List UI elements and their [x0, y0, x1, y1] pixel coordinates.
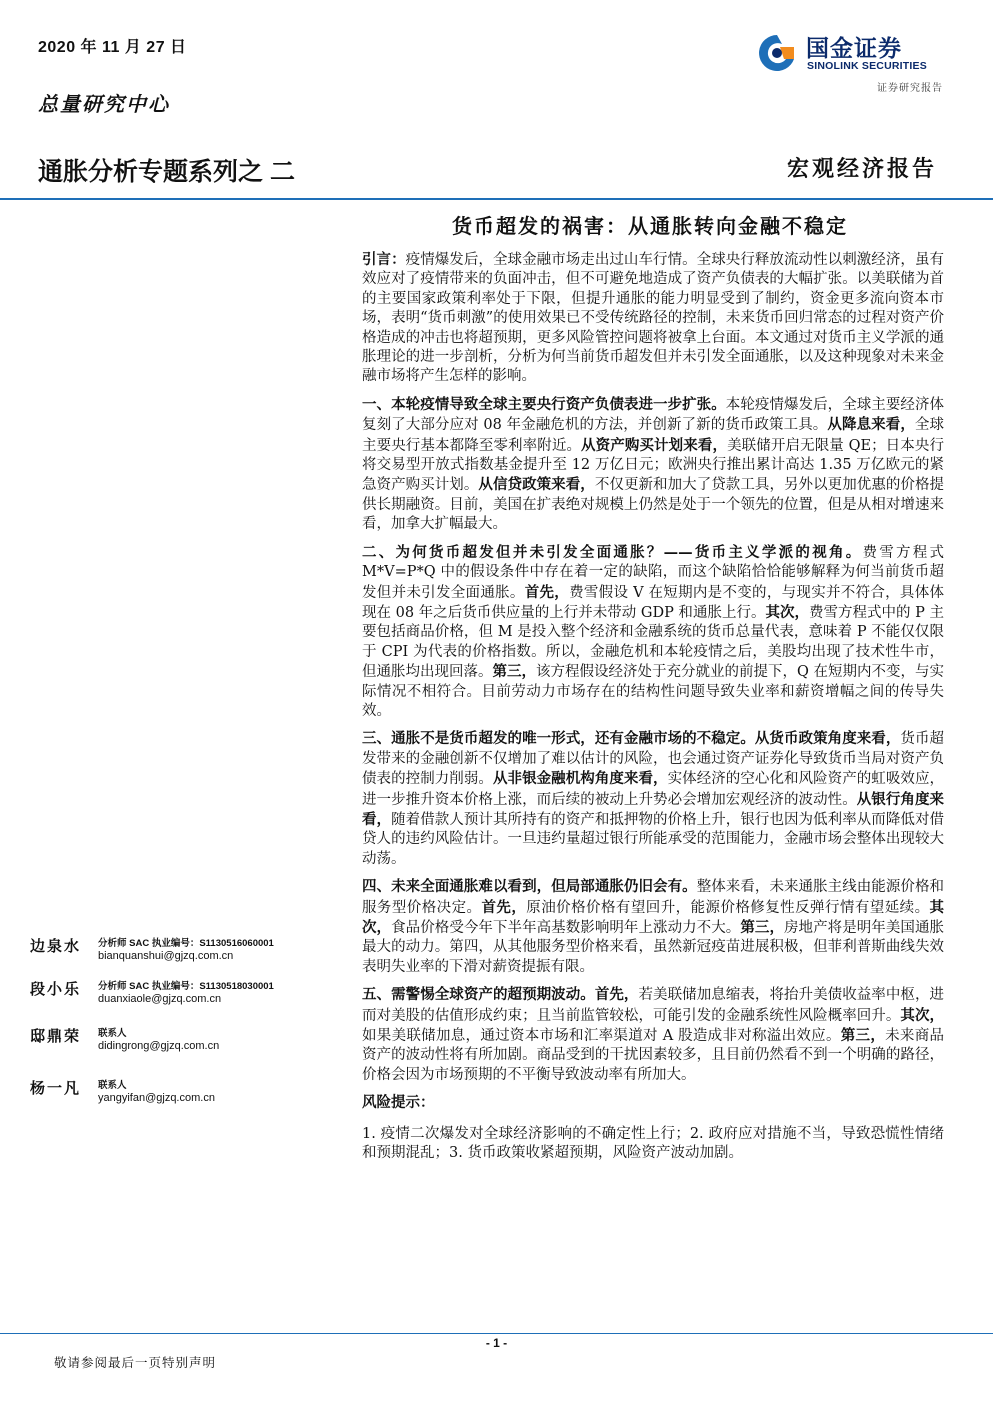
section-5 [362, 985, 944, 1085]
author-email[interactable]: duanxiaole@gjzq.com.cn [98, 993, 222, 1005]
section-3-text: 货币超发带来的金融创新不仅增加了难以估计的风险，也会通过资产证券化导致货币当局对资产负债表的控制力削弱。 [362, 731, 945, 788]
section-4-text: 食品价格受今年下半年高基数影响明年上涨动力不大。 [391, 920, 741, 936]
section-1-bold: 从信贷政策来看， [478, 476, 595, 494]
section-4-heading: 四、未来全面通胀难以看到，但局部通胀仍旧会有。 [362, 878, 697, 896]
section-2-text: 费雪方程式 M*V=P*Q 中的假设条件中存在着一定的缺陷，而这个缺陷恰恰能够解释为何当前货币超发但并未引发全面通胀。 [362, 544, 944, 601]
author-name: 杨一凡 [30, 1079, 82, 1097]
section-1-text: 不仅更新和加大了贷款工具，另外以更加优惠的价格提供长期融资。目前，美国在扩表绝对规模上仍然是处于一个领先的位置，但是从相对增速来看，加拿大扩幅最大。 [362, 477, 945, 533]
section-3-heading: 三、通胀不是货币超发的唯一形式，还有金融市场的不稳定。从货币政策角度来看， [362, 730, 901, 748]
section-1-heading: 一、本轮疫情导致全球主要央行资产负债表进一步扩张。 [362, 395, 726, 413]
author-email[interactable]: yangyifan@gjzq.com.cn [98, 1092, 215, 1104]
series-title: 通胀分析专题系列之 二 [38, 158, 295, 186]
section-3-text: 随着借款人预计其所持有的资产和抵押物的价格上升，银行也因为低利率从而降低对借贷人的违约风险估计。一旦违约量超过银行所能承受的范围能力，金融市场会整体出现较大动荡。 [362, 811, 945, 867]
section-5-heading: 五、需警惕全球资产的超预期波动。首先， [362, 986, 639, 1004]
section-2-bold: 首先， [524, 583, 570, 601]
section-2-heading: 二、为何货币超发但并未引发全面通胀？——货币主义学派的视角。 [362, 543, 863, 561]
section-1-bold: 从资产购买计划来看， [581, 436, 728, 454]
section-5-bold: 第三， [840, 1027, 886, 1045]
report-type: 宏观经济报告 [786, 156, 937, 182]
section-4-text: 整体来看，未来通胀主线由能源价格和服务型价格决定。 [362, 879, 945, 916]
logo-subtitle: 证券研究报告 [877, 83, 943, 94]
section-4-bold: 其次， [362, 898, 945, 936]
intro-text: 疫情爆发后，全球金融市场走出过山车行情。全球央行释放流动性以刺激经济，虽有效应对了疫情带来的负面冲击，但不可避免地造成了资产负债表的大幅扩张。以美联储为首的主要国家政策利率处于下限，但提升通胀的能力明显受到了制约，资金更多流向资本市场，表明“货币刺激”的使用效果已不受传统路径的控制，未来货币回归常态的过程对资产价格造成的冲击也将超预期，更多风险管控问题将被拿上台面。本文通过对货币主义学派的通胀理论的进一步剖析，分析为何当前货币超发但并未引发全面通胀，以及这种现象对未来金融市场将产生怎样的影响。 [362, 252, 944, 385]
author-name: 边泉水 [30, 937, 82, 955]
logo-english-name: SINOLINK SECURITIES [807, 60, 927, 72]
section-1-text: 美联储开启无限量 QE；日本央行将交易型开放式指数基金提升至 12 万亿日元；欧洲央行推出累计高达 1.35 万亿欧元的紧急资产购买计划。 [362, 437, 944, 494]
section-1 [362, 395, 944, 535]
section-3-text: 实体经济的空心化和风险资产的虹吸效应，进一步推升资本价格上涨，而后续的被动上升势必会增加宏观经济的波动性。 [362, 771, 945, 808]
author-role: 联系人 [98, 1028, 127, 1039]
section-2-bold: 其次， [765, 603, 809, 621]
report-body [362, 250, 944, 1171]
department-name: 总量研究中心 [38, 92, 170, 116]
section-4-bold: 首先， [481, 898, 527, 916]
header-divider [0, 198, 993, 200]
author-role: 联系人 [98, 1080, 127, 1091]
author-role: 分析师 SAC 执业编号：S1130516060001 [98, 938, 274, 949]
section-1-text: 本轮疫情爆发后，全球主要经济体复刻了大部分应对 08 年金融危机的方法，并创新了新的货币政策工具。 [362, 396, 944, 434]
risk-text: 1. 疫情二次爆发对全球经济影响的不确定性上行；2. 政府应对措施不当，导致恐慌性情绪和预期混乱；3. 货币政策收紧超预期，风险资产波动加剧。 [362, 1125, 944, 1162]
footer-disclaimer: 敬请参阅最后一页特别声明 [54, 1355, 217, 1370]
intro-label: 引言： [362, 251, 406, 268]
author-role: 分析师 SAC 执业编号：S1130518030001 [98, 981, 274, 992]
section-4-bold: 第三， [740, 919, 784, 936]
author-name: 邸鼎荣 [30, 1027, 82, 1045]
section-5-text: 若美联储加息缩表，将抬升美债收益率中枢，进而对美股的估值形成约束；且当前监管较松，可能引发的金融系统性风险概率回升。 [362, 987, 945, 1024]
intro-paragraph [362, 250, 944, 387]
section-1-bold: 从降息来看， [827, 416, 915, 434]
report-title: 货币超发的祸害：从通胀转向金融不稳定 [452, 214, 848, 238]
report-date: 2020 年 11 月 27 日 [38, 39, 187, 56]
author-email[interactable]: bianquanshui@gjzq.com.cn [98, 950, 234, 962]
author-email[interactable]: didingrong@gjzq.com.cn [98, 1040, 220, 1052]
section-2-bold: 第三， [492, 663, 536, 681]
section-2-text: 费雪方程式中的 P 主要包括商品价格，但 M 是投入整个经济和金融系统的货币总量代表，意味着 P 不能仅仅限于 CPI 为代表的价格指数。所以，金融危机和本轮疫情之后，美股均出现了技术性牛市，但通胀均出现回落。 [362, 604, 944, 681]
section-4-text: 房地产将是明年美国通胀最大的动力。第四，从其他服务型价格来看，虽然新冠疫苗进展积极，但菲利普斯曲线失效表明失业率的下滑对薪资提振有限。 [362, 920, 945, 975]
section-5-text: 如果美联储加息，通过资本市场和汇率渠道对 A 股造成非对称溢出效应。 [362, 1028, 841, 1045]
footer-divider [0, 1333, 993, 1334]
section-3 [362, 729, 944, 869]
section-3-bold: 从非银金融机构角度来看， [492, 770, 668, 788]
section-2-text: 费雪假设 V 在短期内是不变的，与现实并不符合，具体体现在 08 年之后货币供应量的上行并未带动 GDP 和通胀上行。 [362, 584, 945, 621]
author-name: 段小乐 [30, 980, 82, 998]
page-number: - 1 - [485, 1336, 508, 1350]
section-5-text: 未来商品资产的波动性将有所加剧。商品受到的干扰因素较多，且目前仍然看不到一个明确的路径，价格会因为市场预期的不平衡导致波动率有所加大。 [362, 1028, 945, 1083]
section-1-text: 全球主要央行基本都降至零利率附近。 [362, 417, 945, 454]
section-3-bold: 从银行角度来看， [362, 790, 945, 828]
risk-heading: 风险提示： [362, 1094, 435, 1112]
section-5-bold: 其次， [900, 1006, 945, 1024]
section-2-text: 该方程假设经济处于充分就业的前提下，Q 在短期内不变，与实际情况不相符合。目前劳动力市场存在的结构性问题导致失业率和薪资增幅之间的传导失效。 [362, 664, 944, 719]
section-4 [362, 877, 944, 977]
logo-chinese-name: 国金证券 [806, 36, 902, 62]
section-4-text: 原油价格价格有望回升，能源价格修复性反弹行情有望延续。 [526, 899, 930, 916]
section-2 [362, 543, 944, 722]
company-logo-icon [754, 32, 800, 74]
